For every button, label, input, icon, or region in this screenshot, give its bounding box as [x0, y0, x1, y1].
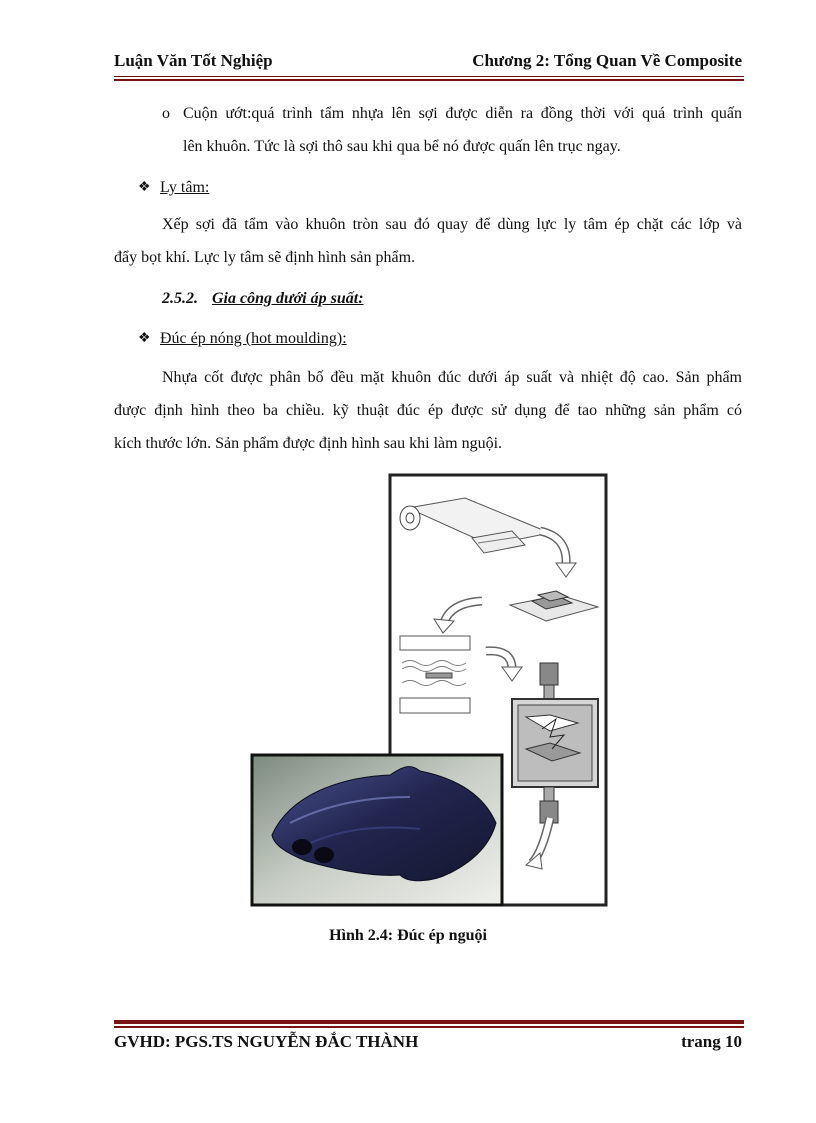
wet-winding-line-2: lên khuôn. Tức là sợi thô sau khi qua bể nó được quấn lên trục ngay.	[183, 138, 621, 155]
page-footer	[114, 1032, 742, 1056]
moulding-figure	[250, 473, 608, 907]
wet-winding-line-1: Cuộn ướt:quá trình tẩm nhựa lên sợi được diễn ra đồng thời với quá trình quấn	[183, 105, 742, 122]
ly-tam-line-1: Xếp sợi đã tẩm vào khuôn tròn sau đó quay để dùng lực ly tâm ép chặt các lớp và	[162, 216, 742, 233]
header-thesis-title: Luận Văn Tốt Nghiệp	[114, 51, 273, 70]
hot-moulding-heading: Đúc ép nóng (hot moulding):	[160, 330, 347, 347]
car-hood-photo	[252, 755, 502, 905]
section-number: 2.5.2.	[162, 290, 198, 307]
header-rule	[114, 76, 744, 81]
hot-moulding-line-1: Nhựa cốt được phân bố đều mặt khuôn đúc dưới áp suất và nhiệt độ cao. Sản phẩm	[162, 369, 742, 386]
hot-moulding-line-3: kích thước lớn. Sản phẩm được định hình sau khi làm nguội.	[114, 435, 503, 452]
section-title: Gia công dưới áp suất:	[212, 290, 364, 307]
figure-caption: Hình 2.4: Đúc ép nguội	[329, 927, 487, 944]
ly-tam-heading: Ly tâm:	[160, 179, 210, 196]
circle-bullet-icon: o	[162, 105, 170, 122]
footer-rule	[114, 1020, 744, 1028]
ly-tam-line-2: đẩy bọt khí. Lực ly tâm sẽ định hình sản phẩm.	[114, 249, 416, 266]
page-header	[114, 51, 742, 75]
diamond-bullet-icon: ❖	[138, 180, 151, 195]
footer-supervisor: GVHD: PGS.TS NGUYỄN ĐẮC THÀNH	[114, 1032, 419, 1051]
header-chapter-title: Chương 2: Tổng Quan Về Composite	[472, 51, 742, 70]
page-number: trang 10	[681, 1032, 742, 1051]
diamond-bullet-icon: ❖	[138, 331, 151, 346]
hot-moulding-line-2: được định hình theo ba chiều. kỹ thuật đúc ép được sử dụng để tao những sản phẩm có	[114, 402, 742, 419]
